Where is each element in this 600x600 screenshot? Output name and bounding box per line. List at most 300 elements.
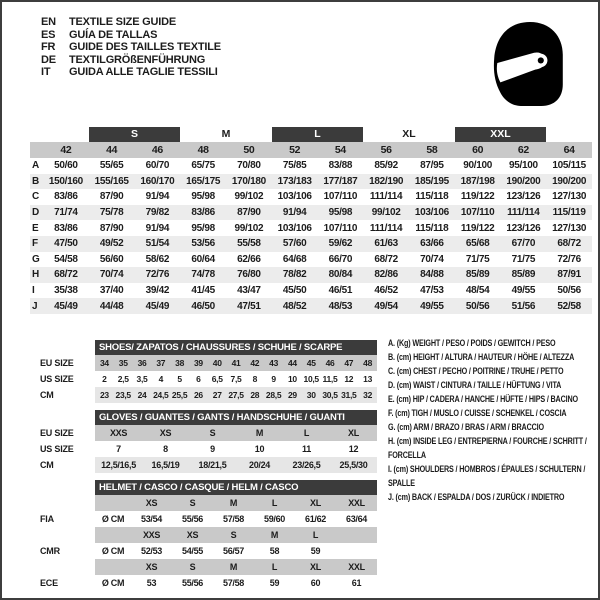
size-cell: 52 xyxy=(289,144,301,156)
cell: 30,5 xyxy=(321,387,340,403)
language-code: IT xyxy=(41,66,51,79)
row-letter: F xyxy=(32,238,39,250)
shoes-table xyxy=(40,340,377,403)
legend-item: J. (cm) BACK / ESPALDA / DOS / ZURÜCK / INDIETRO xyxy=(388,492,565,502)
size-cell: S xyxy=(172,495,213,511)
row-label: EU SIZE xyxy=(40,355,95,371)
cell: 12,5/16,5 xyxy=(95,457,142,473)
cell: L xyxy=(283,425,330,441)
measure-cell: 91/94 xyxy=(145,191,170,203)
measure-cell: 50/56 xyxy=(465,300,490,312)
unit-cell: Ø CM xyxy=(101,514,125,524)
measure-cell: 111/114 xyxy=(369,191,403,203)
row-label: CM xyxy=(40,387,95,403)
measure-cell: 103/106 xyxy=(277,222,312,234)
cell: 34 xyxy=(95,355,114,371)
measure-cell: 48/53 xyxy=(328,300,353,312)
cell: 54/55 xyxy=(181,546,204,556)
spacer xyxy=(40,527,95,543)
spacer xyxy=(95,559,131,575)
legend-item: F. (cm) TIGH / MUSLO / CUISSE / SCHENKEL / COSCIA xyxy=(388,408,567,418)
cell: 53 xyxy=(146,578,157,588)
cell: 55/56 xyxy=(181,514,204,524)
size-cell: 64 xyxy=(563,144,575,156)
cell: 24,5 xyxy=(151,387,170,403)
measure-cell: 50/60 xyxy=(54,160,78,172)
measure-cell: 50/56 xyxy=(557,285,581,297)
helmet-value-row xyxy=(40,511,377,527)
measure-cell: 119/122 xyxy=(460,191,495,203)
measure-cell: 70/74 xyxy=(420,253,444,265)
table-row xyxy=(40,441,377,457)
measure-cell: 75/85 xyxy=(282,160,307,172)
row-label: US SIZE xyxy=(40,371,95,387)
measure-cell: 173/183 xyxy=(277,175,312,187)
measure-cell: 49/55 xyxy=(511,285,536,297)
cell: 55/56 xyxy=(181,578,204,588)
cell: 12 xyxy=(348,444,359,454)
measurement-row xyxy=(30,252,592,268)
cell: 57/58 xyxy=(222,514,245,524)
measurement-row xyxy=(30,236,592,252)
measure-cell: 83/86 xyxy=(54,222,78,234)
size-cell: XXL xyxy=(336,559,377,575)
measurement-row xyxy=(30,283,592,299)
measure-cell: 87/95 xyxy=(420,160,444,172)
measure-cell: 47/51 xyxy=(237,300,261,312)
measure-cell: 76/80 xyxy=(237,269,261,281)
measure-cell: 46/51 xyxy=(328,285,353,297)
measure-cell: 48/52 xyxy=(282,300,307,312)
measure-cell: 90/100 xyxy=(463,160,493,172)
size-cell: XL xyxy=(295,495,336,511)
measure-cell: 48/54 xyxy=(465,285,490,297)
measure-cell: 49/54 xyxy=(374,300,398,312)
measure-cell: 46/50 xyxy=(191,300,215,312)
measure-cell: 66/70 xyxy=(328,253,353,265)
measurement-row xyxy=(30,220,592,236)
cell: 44 xyxy=(283,355,302,371)
cell: 46 xyxy=(321,355,340,371)
helmet-icon xyxy=(489,20,567,108)
cell: 40 xyxy=(208,355,227,371)
table-row xyxy=(40,425,377,441)
measure-cell: 82/86 xyxy=(374,269,398,281)
language-row xyxy=(41,29,221,42)
row-letter: G xyxy=(32,253,40,265)
gloves-table xyxy=(40,410,377,473)
measure-cell: 52/58 xyxy=(557,300,581,312)
measure-cell: 55/65 xyxy=(99,160,124,172)
size-cell: L xyxy=(254,559,295,575)
cell: 42 xyxy=(245,355,264,371)
size-cell: XL xyxy=(295,559,336,575)
measure-cell: 91/94 xyxy=(282,207,307,219)
cell: 63/64 xyxy=(345,514,368,524)
language-title: TEXTILGRÖßENFÜHRUNG xyxy=(69,53,206,66)
table-title: GLOVES / GUANTES / GANTS / HANDSCHUHE / GUANTI xyxy=(95,410,377,425)
measure-cell: 71/75 xyxy=(465,253,490,265)
measure-cell: 85/92 xyxy=(374,160,398,172)
size-cell: 56 xyxy=(380,144,392,156)
language-code: FR xyxy=(41,41,56,54)
size-cell: XS xyxy=(172,527,213,543)
row-letter: E xyxy=(32,222,39,234)
size-header-row xyxy=(30,142,592,158)
cell: 9 xyxy=(271,374,276,384)
measure-cell: 103/106 xyxy=(277,191,312,203)
size-cell: 48 xyxy=(197,144,209,156)
size-cell: 58 xyxy=(426,144,438,156)
measure-cell: 87/90 xyxy=(99,222,124,234)
size-cell: M xyxy=(254,527,295,543)
measure-cell: 55/58 xyxy=(237,238,261,250)
spacer xyxy=(40,340,95,355)
unit-cell: Ø CM xyxy=(101,546,125,556)
cell: 4 xyxy=(158,374,163,384)
cell: 28 xyxy=(245,387,264,403)
measure-cell: 70/74 xyxy=(99,269,124,281)
table-title: HELMET / CASCO / CASQUE / HELM / CASCO xyxy=(95,480,377,495)
language-row xyxy=(41,16,221,29)
size-cell: 46 xyxy=(151,144,163,156)
cell: 41 xyxy=(227,355,246,371)
cell: 23 xyxy=(95,387,114,403)
measure-cell: 61/63 xyxy=(374,238,398,250)
measure-cell: 59/62 xyxy=(328,238,353,250)
size-cell: 42 xyxy=(60,144,72,156)
standard-label: ECE xyxy=(40,575,95,591)
measure-cell: 123/126 xyxy=(506,222,541,234)
cell: M xyxy=(236,425,283,441)
measure-cell: 68/72 xyxy=(557,238,581,250)
spacer xyxy=(40,480,95,495)
cell: 28,5 xyxy=(264,387,283,403)
cell: 58 xyxy=(269,546,280,556)
legend-items xyxy=(388,336,597,504)
measure-cell: 45/49 xyxy=(145,300,170,312)
measure-cell: 160/170 xyxy=(140,175,175,187)
measure-cell: 83/88 xyxy=(328,160,353,172)
size-cell: M xyxy=(213,495,254,511)
size-group-row xyxy=(30,126,592,142)
language-title: TEXTILE SIZE GUIDE xyxy=(69,16,177,28)
measure-cell: 47/53 xyxy=(420,285,444,297)
cell: 47 xyxy=(339,355,358,371)
measure-cell: 75/78 xyxy=(99,207,124,219)
size-cell: 44 xyxy=(106,144,118,156)
cell: 11 xyxy=(302,444,311,454)
measure-cell: 47/50 xyxy=(54,238,78,250)
measure-cell: 63/66 xyxy=(420,238,444,250)
legend-item: I. (cm) SHOULDERS / HOMBROS / ÉPAULES / SCHULTERN / SPALLE xyxy=(388,464,586,488)
size-cell: S xyxy=(213,527,254,543)
cell: 12 xyxy=(344,374,354,384)
size-cell: XS xyxy=(131,559,172,575)
cell: 29 xyxy=(283,387,302,403)
measure-cell: 43/47 xyxy=(237,285,261,297)
measure-cell: 78/82 xyxy=(282,269,307,281)
measure-cell: 127/130 xyxy=(552,191,587,203)
cell: 3,5 xyxy=(136,374,148,384)
cell: 8 xyxy=(163,444,168,454)
helmet-value-row xyxy=(40,575,377,591)
cell: 60 xyxy=(310,578,321,588)
measure-cell: 83/86 xyxy=(191,207,215,219)
cell: 48 xyxy=(358,355,377,371)
cell: 53/54 xyxy=(140,514,163,524)
measure-cell: 87/90 xyxy=(237,207,261,219)
measure-cell: 64/68 xyxy=(282,253,307,265)
measurement-row xyxy=(30,205,592,221)
cell: XXS xyxy=(95,425,142,441)
measure-cell: 185/195 xyxy=(414,175,449,187)
measure-cell: 37/40 xyxy=(99,285,124,297)
measurement-legend xyxy=(388,336,597,504)
measure-cell: 107/110 xyxy=(460,207,495,219)
cell: 2 xyxy=(102,374,107,384)
measure-cell: 84/88 xyxy=(420,269,444,281)
size-cell xyxy=(336,527,377,543)
measure-cell: 107/110 xyxy=(323,191,358,203)
language-title: GUIDA ALLE TAGLIE TESSILI xyxy=(69,66,218,79)
row-letter: I xyxy=(32,285,35,297)
measure-cell: 49/52 xyxy=(99,238,124,250)
measurement-row xyxy=(30,267,592,283)
cell: 7,5 xyxy=(230,374,242,384)
measure-cell: 155/165 xyxy=(94,175,129,187)
measure-cell: 46/52 xyxy=(374,285,398,297)
measure-cell: 95/98 xyxy=(191,191,215,203)
measure-cell: 190/200 xyxy=(552,175,587,187)
measure-cell: 107/110 xyxy=(323,222,358,234)
table-title-row xyxy=(40,480,377,495)
measure-cell: 51/56 xyxy=(511,300,536,312)
helmet-size-header-row xyxy=(40,559,377,575)
size-cell: M xyxy=(213,559,254,575)
legend-item: A. (Kg) WEIGHT / PESO / POIDS / GEWITCH / PESO xyxy=(388,338,556,348)
language-row xyxy=(41,54,221,67)
table-title: SHOES/ ZAPATOS / CHAUSSURES / SCHUHE / SCARPE xyxy=(95,340,377,355)
measure-cell: 65/68 xyxy=(465,238,490,250)
spacer xyxy=(40,495,95,511)
measure-cell: 95/98 xyxy=(191,222,215,234)
measure-cell: 182/190 xyxy=(369,175,404,187)
cell: 16,5/19 xyxy=(142,457,189,473)
legend-item: C. (cm) CHEST / PECHO / POITRINE / TRUHE / PETTO xyxy=(388,366,564,376)
measure-cell: 177/187 xyxy=(323,175,358,187)
cell: 10 xyxy=(287,374,297,384)
measurement-row xyxy=(30,189,592,205)
size-cell: 54 xyxy=(334,144,346,156)
cell: XL xyxy=(330,425,377,441)
measure-cell: 103/106 xyxy=(414,207,449,219)
measure-cell: 57/60 xyxy=(282,238,307,250)
row-label: US SIZE xyxy=(40,441,95,457)
cell: 56/57 xyxy=(222,546,245,556)
cell: 5 xyxy=(177,374,182,384)
cell: 25,5 xyxy=(170,387,189,403)
cell: 6,5 xyxy=(211,374,223,384)
cell: 52/53 xyxy=(140,546,163,556)
helmet-value-row xyxy=(40,543,377,559)
size-group-band: XL xyxy=(402,127,416,140)
size-cell: XXL xyxy=(336,495,377,511)
measure-cell: 105/115 xyxy=(552,160,586,172)
spacer xyxy=(40,559,95,575)
cell: 10 xyxy=(254,444,265,454)
measure-cell: 35/38 xyxy=(54,285,78,297)
measure-cell: 67/70 xyxy=(511,238,536,250)
measure-cell: 127/130 xyxy=(552,222,587,234)
spacer xyxy=(95,495,131,511)
measure-cell: 56/60 xyxy=(99,253,124,265)
cell: 59 xyxy=(269,578,280,588)
cell: 6 xyxy=(196,374,201,384)
language-list xyxy=(41,16,221,79)
legend-item: E. (cm) HIP / CADERA / HANCHE / HÜFTE / HIPS / BACINO xyxy=(388,394,578,404)
legend-item: H. (cm) INSIDE LEG / ENTREPIERNA / FOURCHE / SCHRITT / FORCELLA xyxy=(388,436,587,460)
measure-cell: 190/200 xyxy=(506,175,541,187)
measure-cell: 49/55 xyxy=(420,300,444,312)
measure-cell: 80/84 xyxy=(328,269,353,281)
standard-label: FIA xyxy=(40,511,95,527)
measure-cell: 41/45 xyxy=(191,285,215,297)
legend-item: D. (cm) WAIST / CINTURA / TAILLE / HÜFTUNG / VITA xyxy=(388,380,562,390)
measure-cell: 51/54 xyxy=(145,238,170,250)
language-row xyxy=(41,66,221,79)
measure-cell: 87/90 xyxy=(99,191,124,203)
measure-cell: 68/72 xyxy=(374,253,398,265)
helmet-size-header-row xyxy=(40,527,377,543)
measure-cell: 54/58 xyxy=(54,253,78,265)
cell: S xyxy=(189,425,236,441)
cell: 10,5 xyxy=(303,374,319,384)
measure-cell: 39/42 xyxy=(145,285,170,297)
measure-cell: 83/86 xyxy=(54,191,78,203)
cell: 35 xyxy=(114,355,133,371)
measure-cell: 170/180 xyxy=(231,175,266,187)
cell: 9 xyxy=(210,444,215,454)
table-row xyxy=(40,355,377,371)
measure-cell: 74/78 xyxy=(191,269,215,281)
cell: 31,5 xyxy=(339,387,358,403)
cell: 43 xyxy=(264,355,283,371)
language-title: GUIDE DES TAILLES TEXTILE xyxy=(69,41,221,54)
measure-cell: 85/89 xyxy=(465,269,490,281)
measurement-row xyxy=(30,158,592,174)
measurement-row xyxy=(30,298,592,314)
measure-cell: 70/80 xyxy=(237,160,261,172)
measure-cell: 119/122 xyxy=(460,222,495,234)
cell: 59 xyxy=(310,546,321,556)
cell: 37 xyxy=(151,355,170,371)
measure-cell: 115/119 xyxy=(552,207,586,219)
row-label: CM xyxy=(40,457,95,473)
size-cell: L xyxy=(254,495,295,511)
size-cell: 60 xyxy=(472,144,484,156)
row-letter: H xyxy=(32,269,40,281)
measure-cell: 91/94 xyxy=(145,222,170,234)
row-letter: B xyxy=(32,175,40,187)
measure-cell: 71/74 xyxy=(54,207,78,219)
measure-cell: 79/82 xyxy=(145,207,170,219)
measure-cell: 62/66 xyxy=(237,253,261,265)
cell: 27,5 xyxy=(227,387,246,403)
measure-cell: 111/114 xyxy=(507,207,540,219)
size-cell: XXS xyxy=(131,527,172,543)
legend-item: G. (cm) ARM / BRAZO / BRAS / ARM / BRACCIO xyxy=(388,422,544,432)
cell: 61 xyxy=(351,578,362,588)
cell: 38 xyxy=(170,355,189,371)
cell: 39 xyxy=(189,355,208,371)
measure-cell: 85/89 xyxy=(511,269,536,281)
cell: 45 xyxy=(302,355,321,371)
standard-label: CMR xyxy=(40,543,95,559)
language-row xyxy=(41,41,221,54)
measure-cell: 95/100 xyxy=(508,160,538,172)
cell: 30 xyxy=(302,387,321,403)
row-letter: C xyxy=(32,191,40,203)
row-letter: A xyxy=(32,160,40,172)
cell: 36 xyxy=(133,355,152,371)
measure-cell: 95/98 xyxy=(328,207,353,219)
helmet-size-header-row xyxy=(40,495,377,511)
measure-cell: 99/102 xyxy=(234,222,264,234)
legend-item: B. (cm) HEIGHT / ALTURA / HAUTEUR / HÖHE / ALTEZZA xyxy=(388,352,575,362)
cell: 57/58 xyxy=(222,578,245,588)
textile-size-table xyxy=(30,126,592,314)
unit-cell: Ø CM xyxy=(101,578,125,588)
measure-cell: 187/198 xyxy=(460,175,495,187)
measure-cell: 115/118 xyxy=(415,222,449,234)
cell: XS xyxy=(142,425,189,441)
cell: 8 xyxy=(252,374,257,384)
measure-cell: 60/64 xyxy=(191,253,215,265)
cell: 7 xyxy=(116,444,121,454)
cell: 23,5 xyxy=(114,387,133,403)
cell: 27 xyxy=(208,387,227,403)
cell: 59/60 xyxy=(263,514,286,524)
measure-cell: 165/175 xyxy=(186,175,221,187)
language-title: GUÍA DE TALLAS xyxy=(69,28,158,41)
table-row xyxy=(40,371,377,387)
cell: 11,5 xyxy=(322,374,338,384)
size-cell: 62 xyxy=(517,144,529,156)
spacer xyxy=(40,410,95,425)
language-code: EN xyxy=(41,16,56,28)
cell: 32 xyxy=(358,387,377,403)
cell: 13 xyxy=(363,374,373,384)
cell: 61/62 xyxy=(304,514,327,524)
cell: 2,5 xyxy=(117,374,129,384)
cell: 18/21,5 xyxy=(189,457,236,473)
row-letter: J xyxy=(32,300,38,312)
cell: 26 xyxy=(189,387,208,403)
measure-cell: 44/48 xyxy=(99,300,124,312)
measure-cell: 150/160 xyxy=(48,175,83,187)
measure-cell: 99/102 xyxy=(234,191,264,203)
size-cell: XS xyxy=(131,495,172,511)
measure-cell: 115/118 xyxy=(415,191,449,203)
measure-cell: 72/76 xyxy=(557,253,581,265)
size-group-band: L xyxy=(272,127,364,142)
cell xyxy=(336,543,377,559)
size-group-band: M xyxy=(221,127,231,140)
cell: 20/24 xyxy=(236,457,283,473)
measure-cell: 60/70 xyxy=(145,160,170,172)
spacer xyxy=(95,527,131,543)
